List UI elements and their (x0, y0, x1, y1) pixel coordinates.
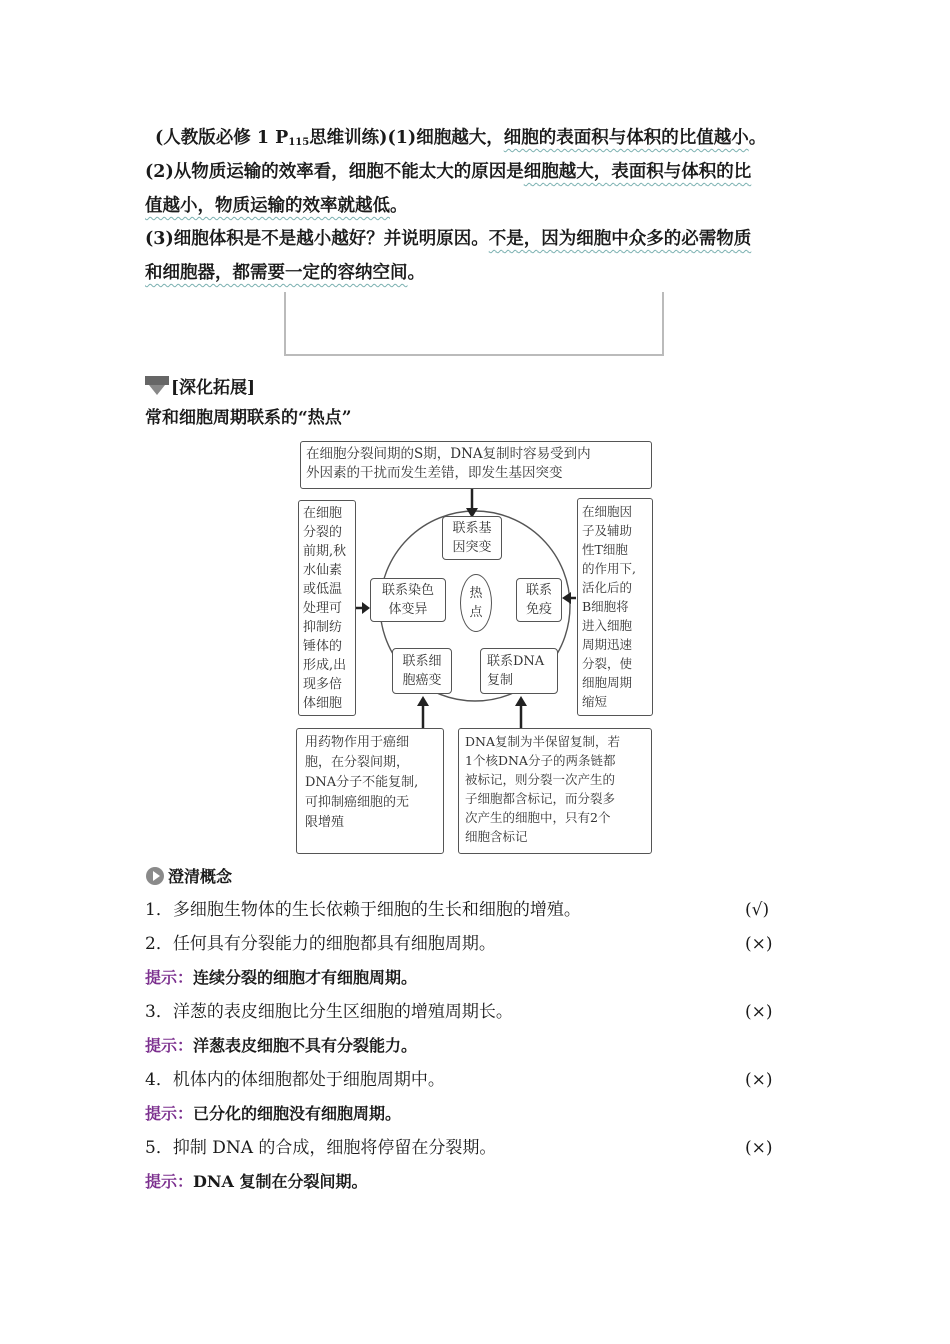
left-box-line: 体细胞 (303, 696, 343, 711)
hint-text: 已分化的细胞没有细胞周期。 (193, 1104, 402, 1123)
section-title: [深化拓展] (171, 377, 256, 398)
concepts-header (145, 864, 232, 887)
right-box-line: 活化后的 (582, 580, 633, 595)
hint-text: 连续分裂的细胞才有细胞周期。 (193, 968, 418, 987)
hub-line: 免疫 (525, 602, 552, 617)
right-box-line: B细胞将 (582, 599, 629, 614)
hub-immunity (516, 578, 562, 622)
review-line-5 (145, 261, 425, 285)
review-line-2 (145, 160, 751, 184)
concepts-title: 澄清概念 (168, 867, 233, 886)
concept-mark-5: (×) (745, 1138, 773, 1158)
hub-line: 联系DNA (487, 654, 545, 669)
bottom-left-line: DNA分子不能复制, (305, 775, 419, 790)
bottom-left-drug-box (296, 728, 444, 854)
left-box-line: 分裂的 (303, 525, 343, 540)
hub-line: 胞癌变 (402, 673, 442, 688)
right-box-line: 进入细胞 (582, 618, 633, 633)
hub-gene-mutation (442, 516, 502, 560)
review-line-1 (155, 126, 766, 155)
right-box-line: 性T细胞 (582, 542, 628, 557)
answer-1: 细胞的表面积与体积的比值越小 (503, 128, 749, 148)
punct: 。 (407, 263, 425, 283)
page-subscript: 115 (288, 137, 310, 148)
bottom-right-line: 被标记，则分裂一次产生的 (465, 772, 616, 787)
top-box-line: 在细胞分裂间期的S期，DNA复制时容易受到内 (306, 446, 591, 462)
concept-hint-5 (145, 1170, 368, 1194)
left-colchicine-box (298, 500, 356, 716)
hub-line: 热 (469, 586, 483, 601)
hub-center-hotspot (460, 574, 492, 632)
hub-line: 点 (469, 605, 483, 620)
right-box-line: 分裂，使 (582, 656, 633, 671)
left-box-line: 现多倍 (303, 677, 343, 692)
bottom-right-line: 次产生的细胞中，只有2个 (465, 810, 611, 825)
right-box-line: 细胞周期 (582, 675, 633, 690)
bottom-left-line: 限增殖 (305, 815, 345, 830)
right-box-line: 在细胞因 (582, 504, 633, 519)
concept-hint-3 (145, 1034, 417, 1058)
hub-line: 联系染色 (381, 583, 434, 598)
hub-line: 因突变 (452, 540, 492, 555)
hint-text: 洋葱表皮细胞不具有分裂能力。 (193, 1036, 418, 1055)
question-2-text: (2)从物质运输的效率看，细胞不能太大的原因是 (145, 162, 524, 182)
concept-item-1: 1．多细胞生物体的生长依赖于细胞的生长和细胞的增殖。 (145, 900, 581, 920)
left-box-line: 处理可 (303, 601, 343, 616)
top-mutation-box (300, 441, 652, 489)
left-box-line: 前期,秋 (303, 544, 347, 559)
right-immune-box (577, 498, 653, 716)
top-box-line: 外因素的干扰而发生差错，即发生基因突变 (306, 465, 563, 481)
blank-note-box (284, 292, 664, 356)
hub-line: 联系细 (402, 654, 442, 669)
concept-hint-2 (145, 966, 417, 990)
hub-dna-replication (480, 648, 558, 694)
left-box-line: 形成,出 (303, 658, 347, 673)
concept-item-5: 5．抑制 DNA 的合成，细胞将停留在分裂期。 (145, 1138, 497, 1158)
hub-chromosome-variation (370, 578, 446, 622)
bottom-right-line: 1个核DNA分子的两条链都 (465, 753, 616, 768)
concept-item-3: 3．洋葱的表皮细胞比分生区细胞的增殖周期长。 (145, 1002, 513, 1022)
concept-mark-2: (×) (745, 934, 773, 954)
right-box-line: 周期迅速 (582, 637, 633, 652)
bottom-left-line: 可抑制癌细胞的无 (305, 795, 410, 810)
bottom-right-line: 子细胞都含标记，而分裂多 (465, 791, 616, 806)
section-header (145, 373, 255, 397)
punct: 。 (748, 128, 767, 148)
concept-mark-4: (×) (745, 1070, 773, 1090)
bottom-right-line: 细胞含标记 (465, 829, 528, 844)
bottom-left-line: 胞，在分裂间期， (305, 755, 410, 770)
question-1-text: (1)细胞越大， (387, 128, 504, 148)
right-box-line: 缩短 (582, 694, 608, 709)
training-title: 思维训练) (309, 128, 388, 148)
concept-mark-3: (×) (745, 1002, 773, 1022)
bottom-left-line: 用药物作用于癌细 (305, 735, 410, 750)
right-box-line: 子及辅助 (582, 523, 633, 538)
hint-label: 提示： (145, 968, 194, 987)
bottom-right-dna-box (458, 728, 652, 854)
hub-line: 联系基 (452, 521, 492, 536)
answer-3-part1: 不是，因为细胞中众多的必需物质 (488, 229, 752, 249)
answer-2-part2: 值越小，物质运输的效率就越低 (145, 196, 390, 216)
hint-label: 提示： (145, 1172, 194, 1191)
concept-hint-4 (145, 1102, 401, 1126)
play-circle-icon (145, 866, 165, 886)
answer-2-part1: 细胞越大，表面积与体积的比 (523, 162, 752, 182)
hint-label: 提示： (145, 1036, 194, 1055)
left-box-line: 水仙素 (303, 563, 343, 578)
review-line-3 (145, 194, 408, 218)
hint-label: 提示： (145, 1104, 194, 1123)
left-box-line: 在细胞 (303, 506, 343, 521)
review-line-4 (145, 227, 751, 251)
down-arrow-icon (145, 374, 169, 396)
bottom-right-line: DNA复制为半保留复制，若 (465, 734, 620, 749)
hub-line: 复制 (487, 673, 514, 688)
hint-text: DNA 复制在分裂间期。 (193, 1172, 368, 1191)
hotspot-diagram (290, 438, 660, 858)
question-3-text: (3)细胞体积是不是越小越好？并说明原因。 (145, 229, 489, 249)
textbook-ref: (人教版必修 1 P (155, 128, 289, 148)
left-box-line: 锤体的 (303, 639, 343, 654)
concept-mark-1: (√) (745, 900, 770, 920)
left-box-line: 抑制纺 (303, 620, 343, 635)
section-subtitle: 常和细胞周期联系的“热点” (145, 408, 352, 428)
hub-line: 联系 (525, 583, 552, 598)
concept-item-2: 2．任何具有分裂能力的细胞都具有细胞周期。 (145, 934, 496, 954)
left-box-line: 或低温 (303, 582, 343, 597)
right-box-line: 的作用下, (582, 561, 636, 576)
punct: 。 (390, 196, 408, 216)
concept-item-4: 4．机体内的体细胞都处于细胞周期中。 (145, 1070, 445, 1090)
hub-line: 体变异 (388, 602, 428, 617)
hub-cancer (392, 648, 452, 694)
answer-3-part2: 和细胞器，都需要一定的容纳空间 (145, 263, 408, 283)
